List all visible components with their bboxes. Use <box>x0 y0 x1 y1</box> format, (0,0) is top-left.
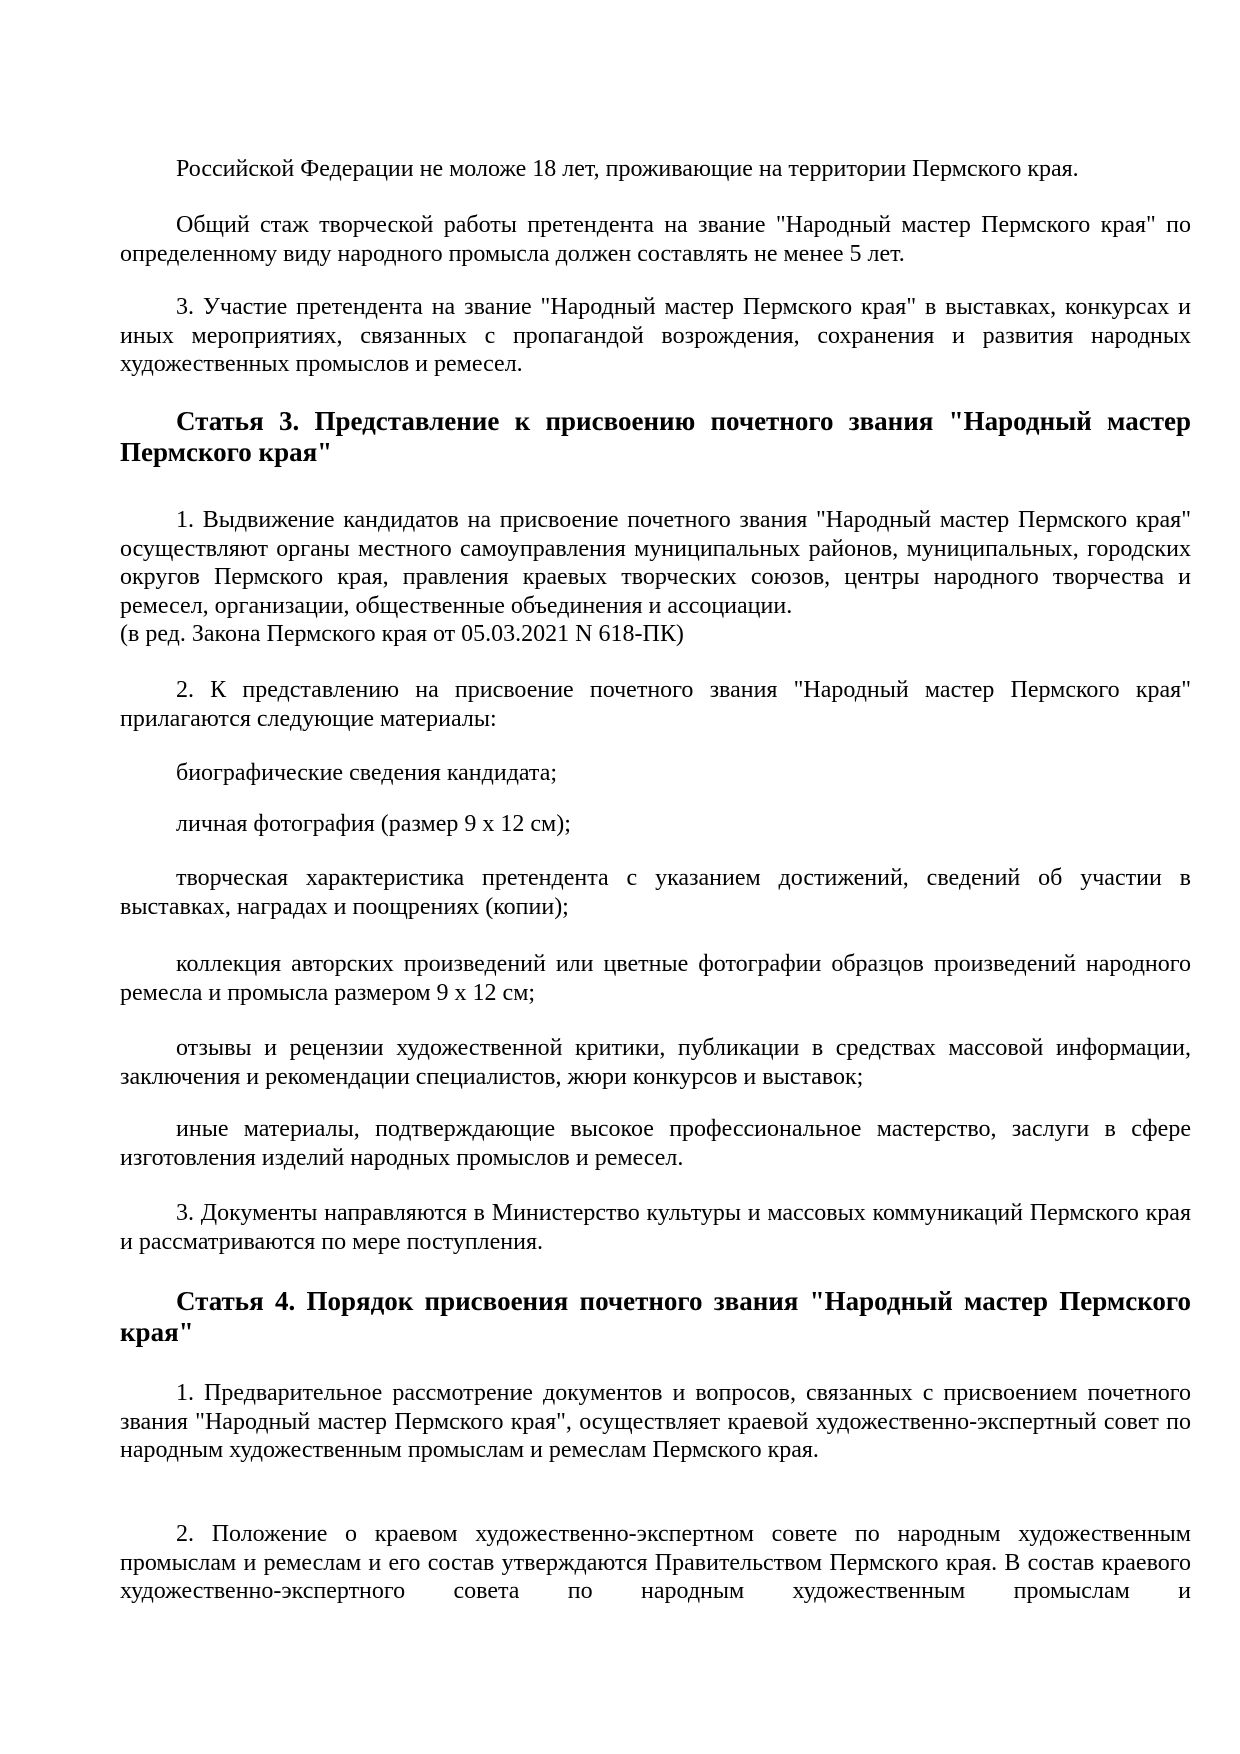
article-4-paragraph-1: 1. Предварительное рассмотрение документов и вопросов, связанных с присвоением почетного звания "Народный мастер Пермского края", осуществляет краевой художественно-экспертный совет по народным художественным промыслам и ремеслам Пермского края. <box>120 1380 1191 1463</box>
article-3-paragraph-2: 2. К представлению на присвоение почетного звания "Народный мастер Пермского края" прилагаются следующие материалы: <box>120 677 1191 732</box>
list-item: биографические сведения кандидата; <box>176 760 558 786</box>
amendment-note: (в ред. Закона Пермского края от 05.03.2021 N 618-ПК) <box>120 621 684 647</box>
paragraph-citizenship: Российской Федерации не моложе 18 лет, проживающие на территории Пермского края. <box>176 156 1079 182</box>
article-4-heading: Статья 4. Порядок присвоения почетного звания "Народный мастер Пермского края" <box>120 1286 1191 1347</box>
article-3-paragraph-1 <box>120 506 1191 649</box>
article-3-heading: Статья 3. Представление к присвоению почетного звания "Народный мастер Пермского края" <box>120 406 1191 467</box>
list-item: творческая характеристика претендента с указанием достижений, сведений об участии в выставках, наградах и поощрениях (копии); <box>120 865 1191 920</box>
paragraph-experience: Общий стаж творческой работы претендента на звание "Народный мастер Пермского края" по определенному виду народного промысла должен составлять не менее 5 лет. <box>120 212 1191 267</box>
paragraph-participation: 3. Участие претендента на звание "Народный мастер Пермского края" в выставках, конкурсах и иных мероприятиях, связанных с пропагандой возрождения, сохранения и развития народных художественных промыслов и ремесел. <box>120 294 1191 377</box>
list-item: иные материалы, подтверждающие высокое профессиональное мастерство, заслуги в сфере изготовления изделий народных промыслов и ремесел. <box>120 1116 1191 1171</box>
list-item: коллекция авторских произведений или цветные фотографии образцов произведений народного ремесла и промысла размером 9 х 12 см; <box>120 951 1191 1006</box>
article-3-paragraph-3: 3. Документы направляются в Министерство культуры и массовых коммуникаций Пермского края и рассматриваются по мере поступления. <box>120 1200 1191 1255</box>
list-item: личная фотография (размер 9 х 12 см); <box>176 811 571 837</box>
article-3-paragraph-1-text: 1. Выдвижение кандидатов на присвоение почетного звания "Народный мастер Пермского края" осуществляют органы местного самоуправления муниципальных районов, муниципальных, городских округов Пермского края, правления краевых творческих союзов, центры народного творчества и ремесел, организации, общественные объединения и ассоциации. <box>120 507 1191 619</box>
list-item: отзывы и рецензии художественной критики, публикации в средствах массовой информации, заключения и рекомендации специалистов, жюри конкурсов и выставок; <box>120 1035 1191 1090</box>
article-4-paragraph-2: 2. Положение о краевом художественно-экспертном совете по народным художественным промыслам и ремеслам и его состав утверждаются Правительством Пермского края. В состав краевого художественно-экспертного совета по народным художественным промыслам и <box>120 1521 1191 1604</box>
